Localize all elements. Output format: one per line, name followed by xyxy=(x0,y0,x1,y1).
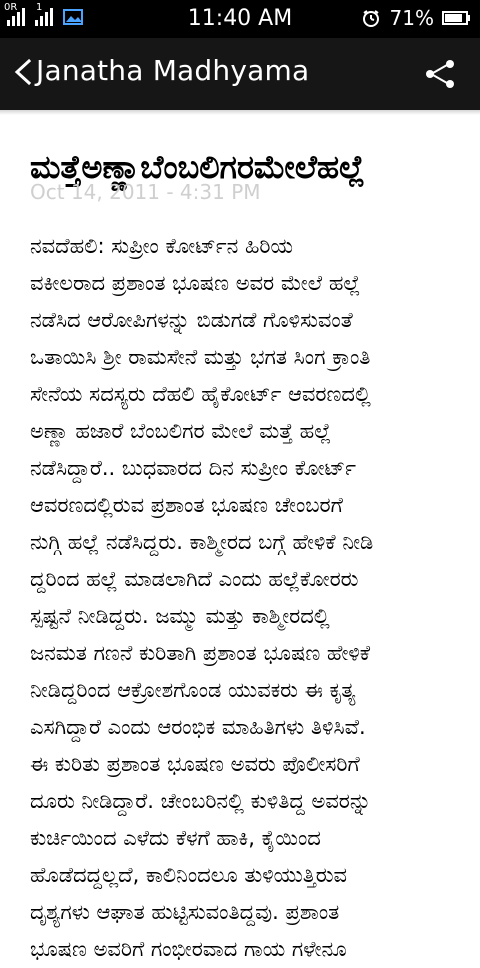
article-content xyxy=(0,110,480,961)
article-headline: ಮತ್ತೆಅಣ್ಣಾಬೆಂಬಲಿಗರಮೇಲೆಹಲ್ಲೆ xyxy=(30,148,365,186)
app-bar xyxy=(0,38,480,110)
article-timestamp: Oct 14, 2011 - 4:31 PM xyxy=(30,180,261,204)
status-right xyxy=(360,6,472,30)
alarm-icon xyxy=(360,7,382,29)
status-bar xyxy=(0,0,480,38)
back-arrow-icon xyxy=(11,57,35,91)
status-time: 11:40 AM xyxy=(187,6,293,31)
share-icon xyxy=(420,79,460,98)
share-button[interactable] xyxy=(420,54,460,94)
app-title: Janatha Madhyama xyxy=(36,54,310,87)
back-button[interactable] xyxy=(6,56,40,92)
status-left-label-0r: 0R xyxy=(4,2,18,13)
battery-percent: 71% xyxy=(389,6,434,30)
article-body: ನವದೆಹಲಿ: ಸುಪ್ರೀಂ ಕೋರ್ಟ್‌ನ ಹಿರಿಯ ವಕೀಲರಾದ ಪ್ರಶಾಂತ ಭೂಷಣ ಅವರ ಮೇಲೆ ಹಲ್ಲೆ ನಡೆಸಿದ ಆರೋಪಿಗಳನ್ನು ಬಿಡುಗಡೆ ಗೊಳಿಸುವಂತೆ ಒತಾಯಿಸಿ ಶ್ರೀ ರಾಮಸೇನೆ ಮತ್ತು ಭಗತ ಸಿಂಗ ಕ್ರಾಂತಿ ಸೇನೆಯ ಸದಸ್ಯರು ದೆಹಲಿ ಹೈಕೋರ್ಟ್ ಆವರಣದಲ್ಲಿ ಅಣ್ಣಾ ಹಜಾರೆ ಬೆಂಬಲಿಗರ ಮೇಲೆ ಮತ್ತೆ ಹಲ್ಲೆ ನಡೆಸಿದ್ದಾರೆ.. ಬುಧವಾರದ ದಿನ ಸುಪ್ರೀಂ ಕೋರ್ಟ್ ಆವರಣದಲ್ಲಿರುವ ಪ್ರಶಾಂತ ಭೂಷಣ ಚೇಂಬರಗೆ ನುಗ್ಗಿ ಹಲ್ಲೆ ನಡೆಸಿದ್ದರು. ಕಾಶ್ಮೀರದ ಬಗ್ಗೆ ಹೇಳಿಕೆ ನೀಡಿ ದ್ದರಿಂದ ಹಲ್ಲೆ ಮಾಡಲಾಗಿದೆ ಎಂದು ಹಲ್ಲೆಕೋರರು ಸ್ಪಷ್ಟನೆ ನೀಡಿದ್ದರು. ಜಮ್ಮು ಮತ್ತು ಕಾಶ್ಮೀರದಲ್ಲಿ ಜನಮತ ಗಣನೆ ಕುರಿತಾಗಿ ಪ್ರಶಾಂತ ಭೂಷಣ ಹೇಳಿಕೆ ನೀಡಿದ್ದರಿಂದ ಆಕ್ರೋಶಗೊಂಡ ಯುವಕರು ಈ ಕೃತ್ಯ ಎಸಗಿದ್ದಾರೆ ಎಂದು ಆರಂಭಿಕ ಮಾಹಿತಿಗಳು ತಿಳಿಸಿವೆ. ಈ ಕುರಿತು ಪ್ರಶಾಂತ ಭೂಷಣ ಅವರು ಪೊಲೀಸರಿಗೆ ದೂರು ನೀಡಿದ್ದಾರೆ. ಚೇಂಬರಿನಲ್ಲಿ ಕುಳಿತಿದ್ದ ಅವರನ್ನು ಕುರ್ಚಿಯಿಂದ ಎಳೆದು ಕೆಳಗೆ ಹಾಕಿ, ಕೈಯಿಂದ ಹೊಡೆದದ್ದಲ್ಲದೆ, ಕಾಲಿನಿಂದಲೂ ತುಳಿಯುತ್ತಿರುವ ದೃಶ್ಯಗಳು ಆಘಾತ ಹುಟ್ಟಿಸುವಂತಿದ್ದವು. ಪ್ರಶಾಂತ ಭೂಷಣ ಅವರಿಗೆ ಗಂಭೀರವಾದ ಗಾಯ ಗಳೇನೂ xyxy=(30,234,374,961)
battery-icon xyxy=(442,7,472,29)
status-left-label-1: 1 xyxy=(36,2,43,13)
